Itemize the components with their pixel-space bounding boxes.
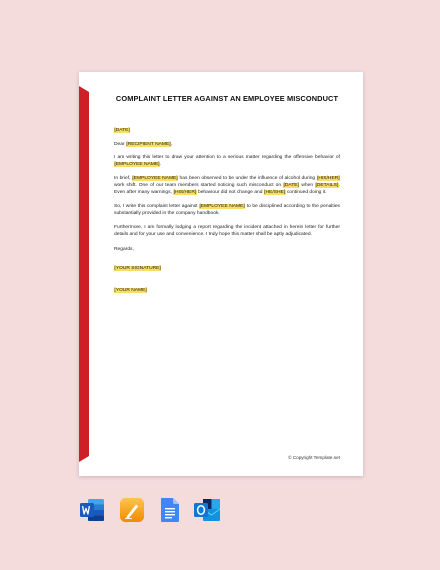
red-ribbon xyxy=(79,86,89,462)
signature-line xyxy=(114,265,340,272)
signature-placeholder: [YOUR SIGNATURE] xyxy=(114,266,161,272)
p3-b: to be disciplined according to the penalties substantially provided in the company handbook. xyxy=(114,204,340,217)
salutation-prefix: Dear xyxy=(114,141,126,147)
letter-page xyxy=(79,72,363,476)
p3-a: So, I write this complaint letter against xyxy=(114,204,200,210)
p1-text: I am writing this letter to draw your attention to a serious matter regarding the offensive behavior of xyxy=(114,155,340,161)
google-docs-icon[interactable] xyxy=(157,497,183,523)
p2-f: behaviour did not change and xyxy=(196,190,264,196)
employee-name-placeholder: [EMPLOYEE NAME] xyxy=(114,162,160,168)
name-line xyxy=(114,287,340,294)
pronoun-placeholder: [HIS/HER] xyxy=(173,190,197,196)
pronoun-placeholder: [HIS/HER] xyxy=(317,176,340,182)
salutation-suffix: , xyxy=(170,141,173,147)
salutation xyxy=(114,141,340,148)
regards: Regards, xyxy=(114,247,134,252)
p2-b: has been observed to be under the influence of alcohol during xyxy=(178,176,317,182)
letter-title: COMPLAINT LETTER AGAINST AN EMPLOYEE MISCONDUCT xyxy=(115,94,339,103)
details-placeholder: [DETAILS] xyxy=(315,183,339,189)
p1-end: . xyxy=(159,162,162,168)
pronoun-placeholder: [HE/SHE] xyxy=(264,190,286,196)
paragraph-2 xyxy=(114,175,340,196)
p2-c: work shift. One of our team members started noticing such misconduct on xyxy=(114,183,284,189)
p2-a: In brief, xyxy=(114,176,132,182)
p2-g: continued doing it. xyxy=(285,190,327,196)
p2-d: when xyxy=(299,183,316,189)
employee-name-placeholder: [EMPLOYEE NAME] xyxy=(199,204,245,210)
date-line xyxy=(114,127,340,134)
outlook-icon[interactable] xyxy=(193,497,219,523)
recipient-placeholder: [RECIPIENT NAME] xyxy=(126,141,171,147)
your-name-placeholder: [YOUR NAME] xyxy=(114,288,147,294)
letter-content xyxy=(114,94,340,301)
paragraph-4: Furthermore, I am formally lodging a report regarding the incident attached in herein letter for further details and for your use and convenience. I truly hope this matter shall be aptly adjudicated. xyxy=(114,224,340,237)
date-placeholder: [DATE] xyxy=(114,128,130,133)
copyright-text: © Copyright Template.net xyxy=(288,455,340,460)
employee-name-placeholder: [EMPLOYEE NAME] xyxy=(132,176,178,182)
p2-e: . Even after many warnings, xyxy=(114,183,340,196)
date-placeholder: [DATE] xyxy=(283,183,299,189)
pages-icon[interactable] xyxy=(119,497,145,523)
paragraph-3 xyxy=(114,203,340,217)
word-icon[interactable] xyxy=(79,497,105,523)
paragraph-1 xyxy=(114,154,340,168)
